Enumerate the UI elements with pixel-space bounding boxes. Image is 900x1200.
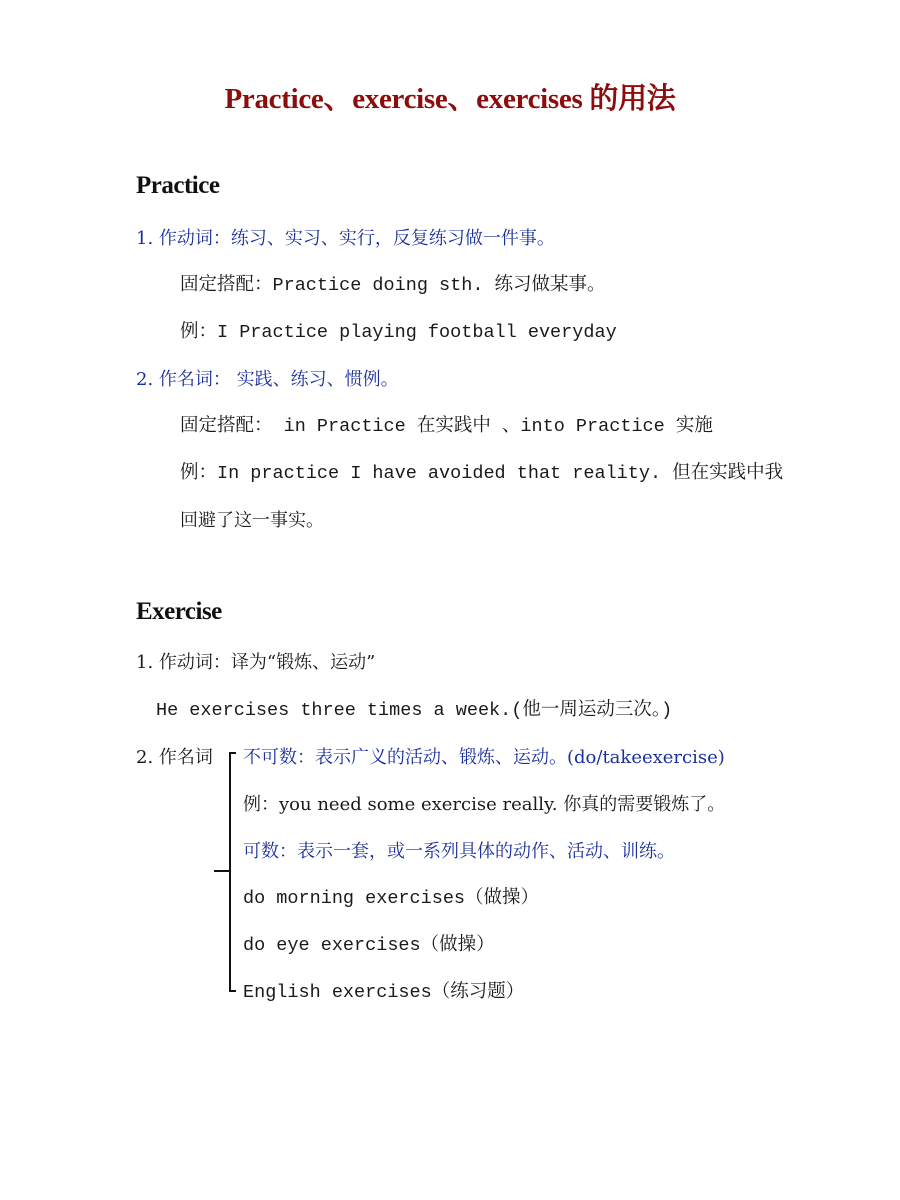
countable-example: do morning exercises（做操） (243, 888, 540, 909)
practice-heading: Practice (136, 172, 220, 199)
practice-noun-collocation: 固定搭配： in Practice 在实践中 、into Practice 实施 (180, 416, 713, 437)
exercise-verb-definition: 1. 作动词：译为“锻炼、运动” (136, 652, 376, 673)
practice-noun-definition: 2. 作名词： 实践、练习、惯例。 (136, 369, 399, 390)
practice-noun-example-line2: 回避了这一事实。 (180, 510, 324, 531)
practice-verb-collocation: 固定搭配：Practice doing sth. 练习做某事。 (180, 275, 606, 296)
uncountable-definition: 不可数：表示广义的活动、锻炼、运动。(do/takeexercise) (243, 747, 725, 768)
countable-definition: 可数：表示一套，或一系列具体的动作、活动、训练。 (243, 841, 675, 862)
countable-example: English exercises（练习题） (243, 982, 525, 1003)
document-title: Practice、exercise、exercises 的用法 (224, 83, 676, 115)
practice-noun-example-line1: 例：In practice I have avoided that reality. 但在实践中我 (180, 463, 784, 484)
exercise-verb-example: He exercises three times a week.(他一周运动三次。) (156, 700, 673, 721)
exercise-heading: Exercise (136, 598, 222, 625)
practice-verb-definition: 1. 作动词：练习、实习、实行，反复练习做一件事。 (136, 228, 555, 249)
practice-verb-example: 例：I Practice playing football everyday (180, 322, 617, 343)
uncountable-example: 例：you need some exercise really. 你真的需要锻炼了。 (243, 794, 726, 815)
exercise-noun-label: 2. 作名词 (136, 747, 213, 768)
countable-example: do eye exercises（做操） (243, 935, 495, 956)
